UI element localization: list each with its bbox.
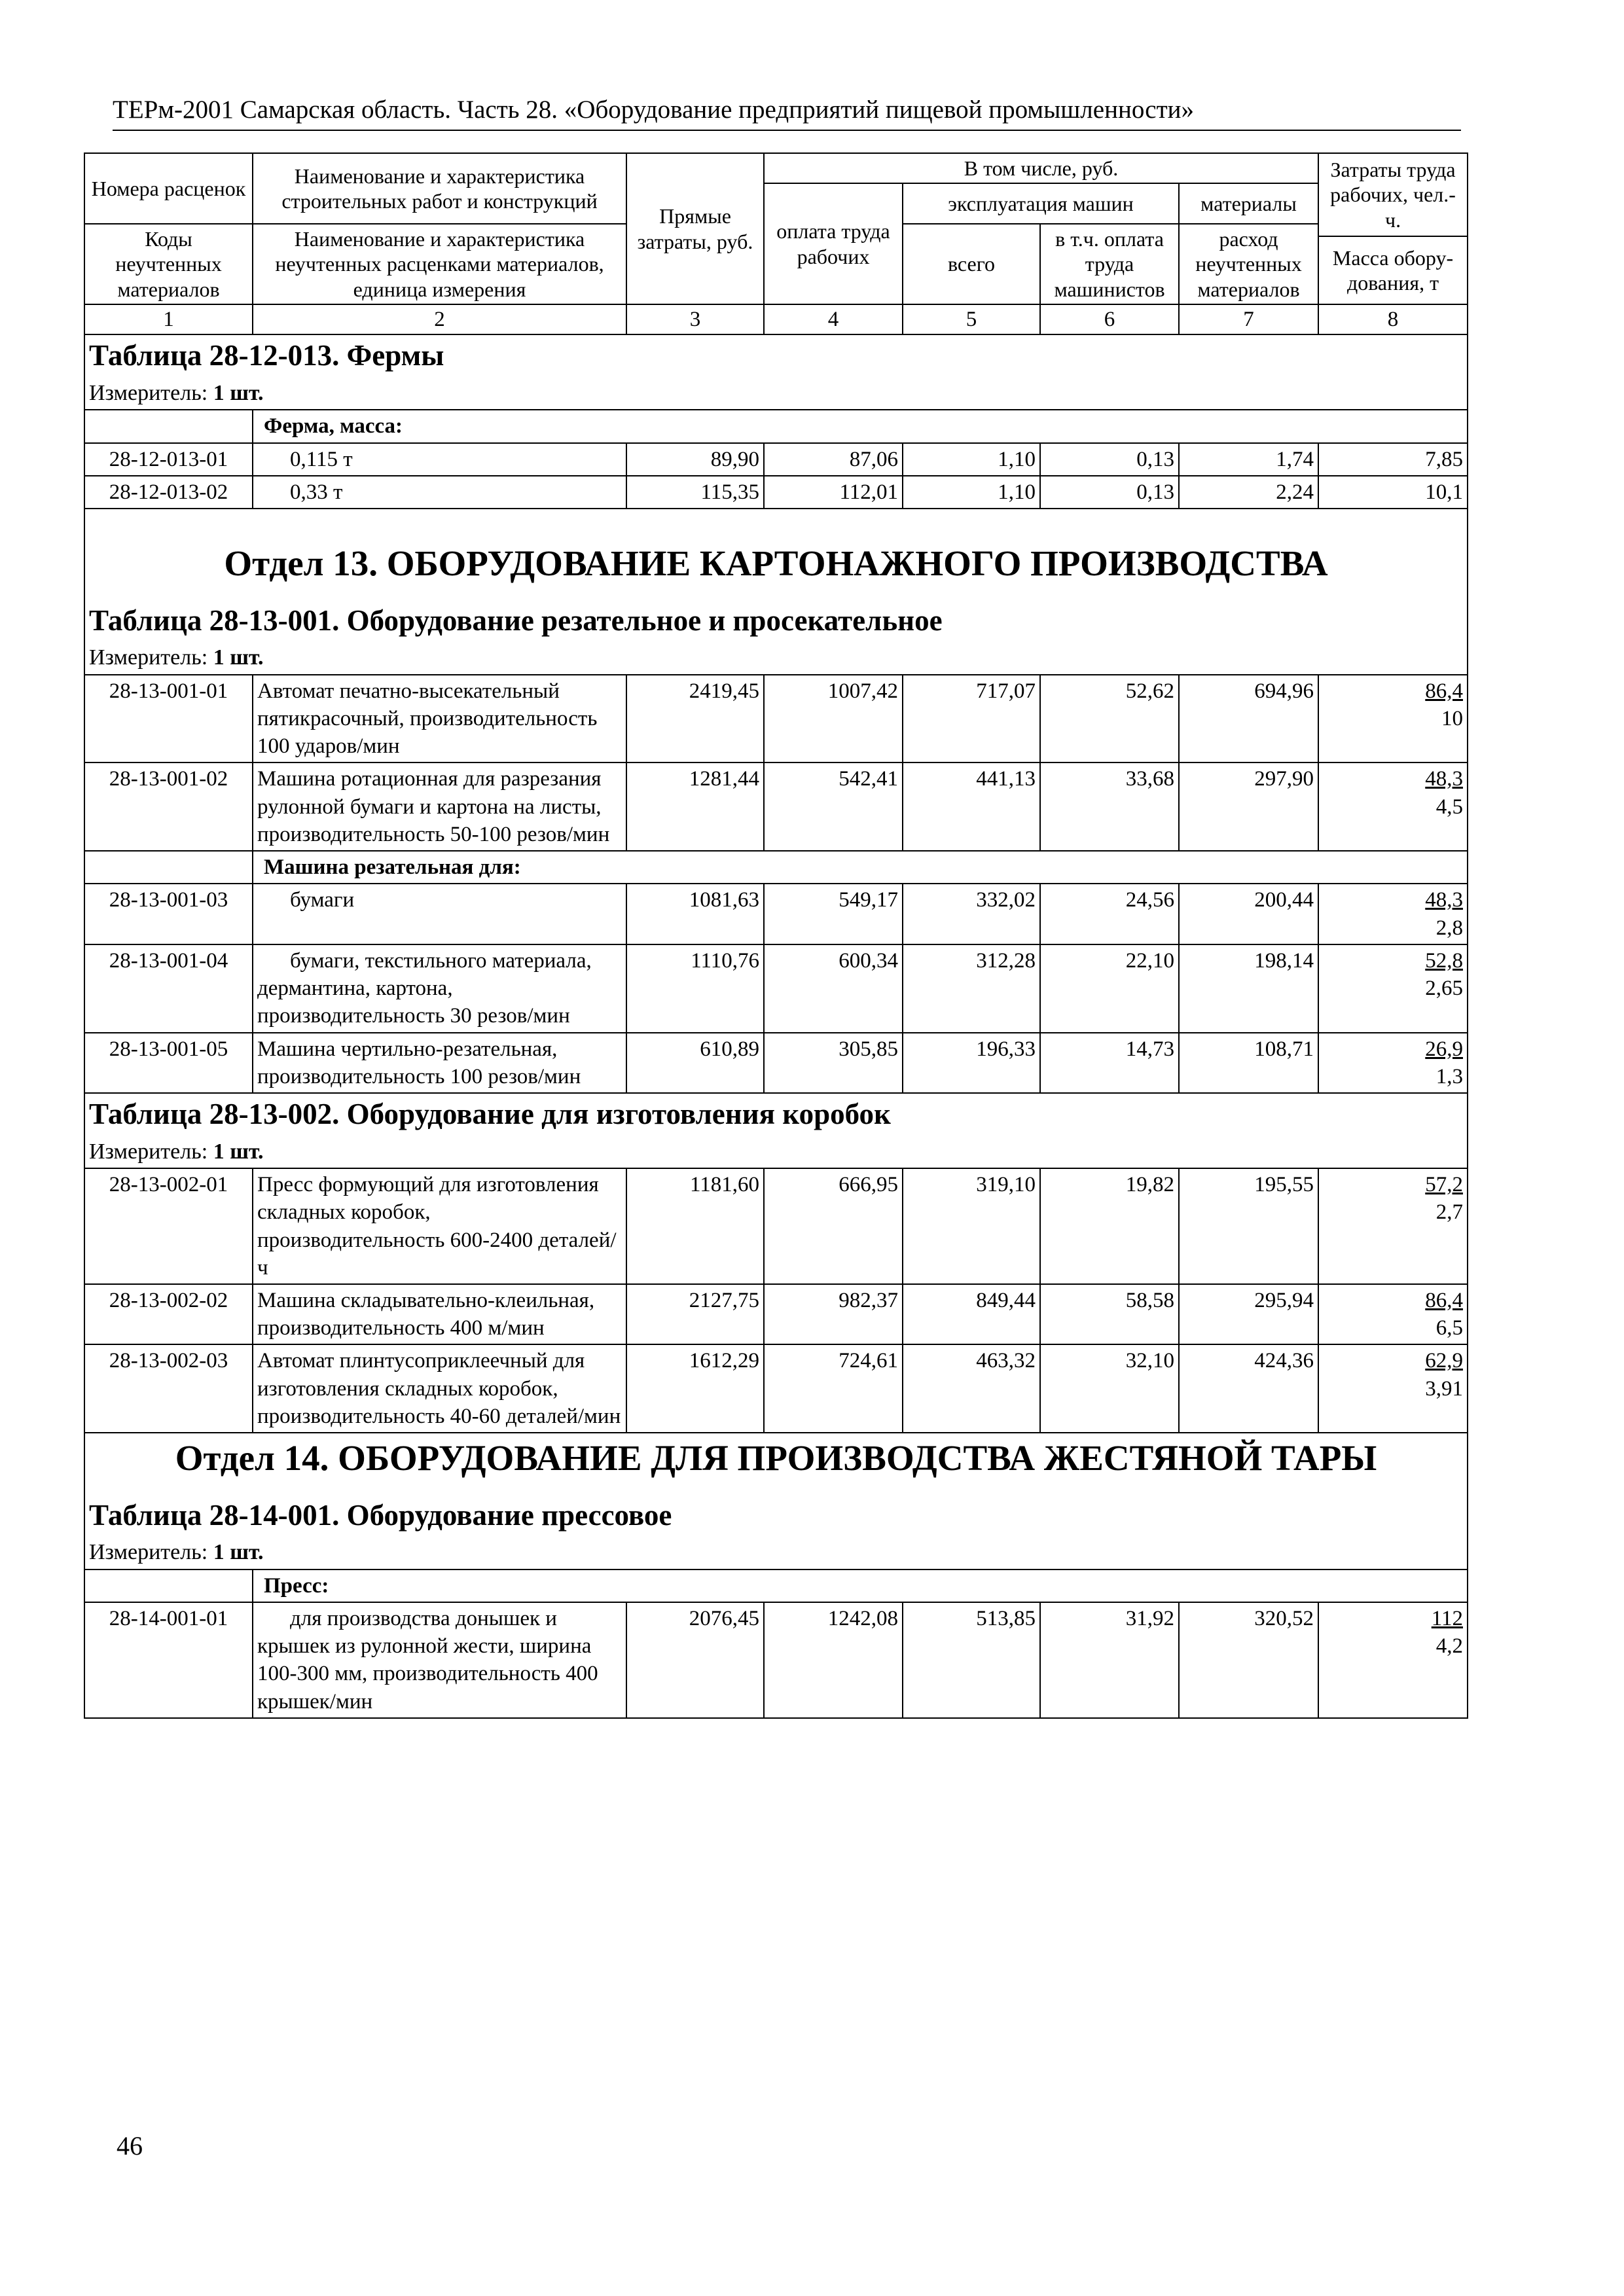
department-title: Отдел 13. ОБОРУДОВАНИЕ КАРТОНАЖНОГО ПРОИЗВОДСТВА [84,509,1468,588]
col-number: 3 [626,304,764,334]
table-row: 28-12-013-01 0,115 т 89,90 87,06 1,10 0,13 1,74 7,85 [84,443,1468,476]
table-row: 28-13-001-03 бумаги 1081,63 549,17 332,02 24,56 200,44 48,3 2,8 [84,884,1468,944]
col-incl-pay: в т.ч. оплата труда машинистов [1040,224,1179,304]
col-number: 8 [1318,304,1468,334]
table-title: Таблица 28-13-001. Оборудование резательное и просекательное [84,589,1468,642]
table-row: 28-13-001-02 Машина ротационная для разрезания рулонной бумаги и картона на листы, производительность 50-100 резов/мин 1281,44 542,41 441,13 33,68 297,90 48,3 4,5 [84,762,1468,851]
table-row: 28-13-001-01 Автомат печатно-высекательный пятикрасочный, производительность 100 ударов/мин 2419,45 1007,42 717,07 52,62 694,96 86,4 10 [84,675,1468,763]
table-row: 28-12-013-02 0,33 т 115,35 112,01 1,10 0,13 2,24 10,1 [84,476,1468,509]
table-row: 28-14-001-01 для производства донышек и крышек из рулонной жести, ширина 100-300 мм, производительность 400 крышек/мин 2076,45 1242,08 513,85 31,92 320,52 112 4,2 [84,1602,1468,1718]
table-row: 28-13-001-04 бумаги, текстильного материала, дермантина, картона, производительность 30 резов/мин 1110,76 600,34 312,28 22,10 198,14 52,8 2,65 [84,944,1468,1033]
col-total: всего [903,224,1040,304]
table-title: Таблица 28-13-002. Оборудование для изготовления коробок [84,1093,1468,1136]
col-number: 2 [253,304,626,334]
col-consumption: расход неучтенных материалов [1179,224,1318,304]
measure-line: Измеритель: 1 шт. [84,377,1468,410]
col-num-rates: Номера расценок [84,153,253,224]
col-codes: Коды неучтенных материалов [84,224,253,304]
col-name-works: Наименование и характеристика строительных работ и конструкций [253,153,626,224]
group-label: Ферма, масса: [253,410,1468,442]
group-label: Машина резательная для: [253,851,1468,884]
table-row: 28-13-002-01 Пресс формующий для изготовления складных коробок, производительность 600-2400 деталей/ч 1181,60 666,95 319,10 19,82 195,55 57,2 2,7 [84,1168,1468,1284]
col-number: 6 [1040,304,1179,334]
col-number: 4 [764,304,903,334]
col-number: 7 [1179,304,1318,334]
table-title: Таблица 28-14-001. Оборудование прессовое [84,1484,1468,1537]
measure-line: Измеритель: 1 шт. [84,1536,1468,1570]
table-title: Таблица 28-12-013. Фермы [84,334,1468,377]
department-title: Отдел 14. ОБОРУДОВАНИЕ ДЛЯ ПРОИЗВОДСТВА ЖЕСТЯНОЙ ТАРЫ [84,1433,1468,1483]
col-machines: эксплуатация машин [903,183,1179,224]
page-number: 46 [117,2131,143,2161]
col-direct: Прямые затраты, руб. [626,153,764,304]
table-row: 28-13-002-03 Автомат плинтусоприклеечный для изготовления складных коробок, производительность 40-60 деталей/мин 1612,29 724,61 463,32 32,10 424,36 62,9 3,91 [84,1344,1468,1433]
measure-line: Измеритель: 1 шт. [84,641,1468,675]
page-header: ТЕРм-2001 Самарская область. Часть 28. «Оборудование предприятий пищевой промышленности» [113,95,1461,131]
col-mass: Масса обору-дования, т [1318,236,1468,304]
col-labor-cost: Затраты труда рабочих, чел.-ч. [1318,153,1468,236]
col-name-mat: Наименование и характеристика неучтенных расценками материалов, единица измерения [253,224,626,304]
table-row: 28-13-001-05 Машина чертильно-резательная, производительность 100 резов/мин 610,89 305,85 196,33 14,73 108,71 26,9 1,3 [84,1033,1468,1093]
measure-line: Измеритель: 1 шт. [84,1136,1468,1169]
group-label: Пресс: [253,1570,1468,1602]
table-row: 28-13-002-02 Машина складывательно-клеильная, производительность 400 м/мин 2127,75 982,37 849,44 58,58 295,94 86,4 6,5 [84,1284,1468,1344]
col-number: 1 [84,304,253,334]
col-incl: В том числе, руб. [764,153,1318,183]
col-materials: материалы [1179,183,1318,224]
col-number: 5 [903,304,1040,334]
col-labor-pay: оплата труда рабочих [764,183,903,304]
rates-table [84,152,1468,1719]
